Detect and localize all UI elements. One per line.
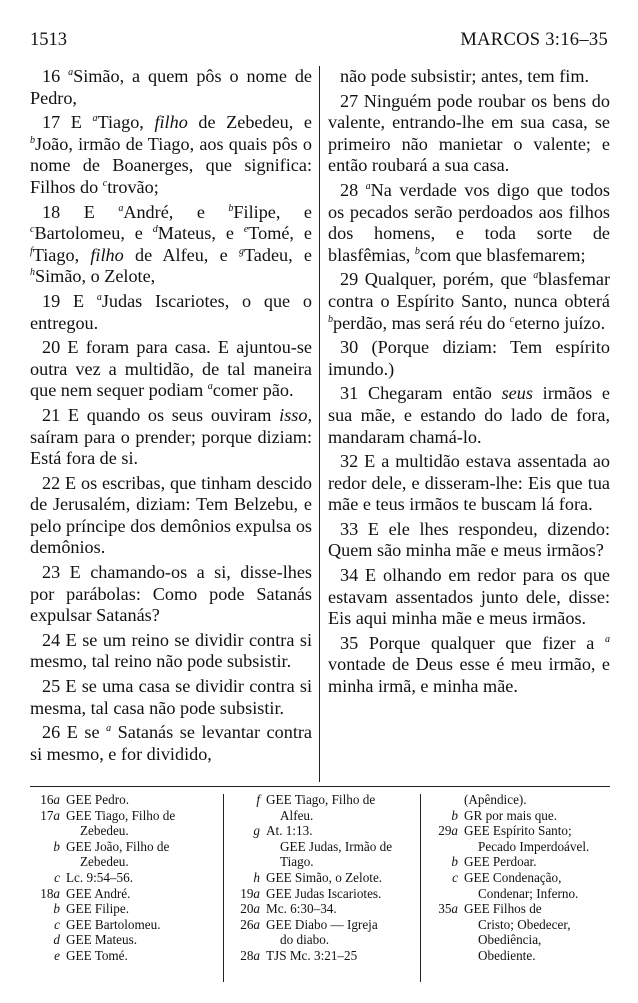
verse-text: 31 Chegaram então xyxy=(340,383,502,404)
footnote-text xyxy=(66,901,215,917)
footnote-ref xyxy=(428,870,464,901)
footnote-line: TJS Mc. 3:21–25 xyxy=(266,947,358,963)
verse-text: 16 xyxy=(42,66,69,86)
footnote-marker: d xyxy=(152,224,158,236)
footnote-line: GEE Perdoar. xyxy=(464,854,537,870)
footnote xyxy=(30,808,215,839)
footnote-line: Obediente. xyxy=(478,947,536,963)
footnote-letter: a xyxy=(53,792,60,807)
footnote-marker: c xyxy=(102,177,108,189)
verse-text: 24 E se um reino se dividir contra si mesmo, tal reino não pode subsistir. xyxy=(30,629,312,672)
verse-text: 30 (Porque diziam: Tem espírito imundo.) xyxy=(328,337,610,379)
verse xyxy=(30,630,312,673)
footnote-letter: c xyxy=(54,916,60,932)
verse-text: Na verdade vos digo que todos os pecados serão perdoados aos filhos dos homens, e toda sorte de blasfêmias, xyxy=(328,179,610,265)
running-head: MARCOS 3:16–35 xyxy=(460,30,608,50)
verse-text: 18 E xyxy=(42,201,119,222)
verse xyxy=(328,565,610,630)
footnote xyxy=(30,901,215,917)
footnote-ref xyxy=(230,886,266,902)
footnote-verse-number: 17 xyxy=(40,807,54,823)
verse-text: Simão, a quem pôs o nome de Pedro, xyxy=(30,66,312,108)
footnote-marker: a xyxy=(605,633,610,645)
footnote-ref xyxy=(30,839,66,870)
verse xyxy=(30,562,312,627)
verse xyxy=(328,519,610,562)
footnote-line: GEE João, Filho de xyxy=(66,838,170,854)
verse xyxy=(328,66,610,88)
footnote-line: GEE Espírito Santo; xyxy=(464,823,572,839)
footnote-line: GEE Filipe. xyxy=(66,901,130,917)
footnote-text xyxy=(266,886,412,902)
footnote-line: GEE Tiago, Filho de xyxy=(66,807,176,823)
footnote xyxy=(30,948,215,964)
left-column xyxy=(30,66,312,768)
footnote-verse-number: 35 xyxy=(438,901,452,917)
footnote xyxy=(230,901,412,917)
verse xyxy=(30,405,312,470)
footnote-letter: a xyxy=(253,947,260,963)
footnote-text xyxy=(266,917,412,948)
verse-text: 19 E xyxy=(42,290,97,311)
footnote-text xyxy=(266,948,412,964)
footnote-ref xyxy=(30,948,66,964)
footnote-text xyxy=(266,901,412,917)
footnote-marker: a xyxy=(533,270,539,282)
footnote-line: GEE Diabo — Igreja xyxy=(266,916,378,932)
footnote-text xyxy=(464,808,610,824)
footnote-marker: a xyxy=(118,202,124,214)
footnote-marker: a xyxy=(68,66,74,78)
right-column xyxy=(328,66,610,701)
footnote-letter: a xyxy=(451,901,458,917)
footnote-text xyxy=(266,870,412,886)
footnote-ref xyxy=(30,808,66,839)
footnote-marker: a xyxy=(106,723,112,735)
footnote-marker: c xyxy=(30,224,35,236)
footnote-line: GEE Condenação, xyxy=(464,869,562,885)
italic-text: filho xyxy=(154,112,188,133)
footnote-line: Zebedeu. xyxy=(80,854,129,870)
footnote-line: Condenar; Inferno. xyxy=(478,885,579,901)
verse xyxy=(30,676,312,719)
footnote-letter: c xyxy=(452,869,458,885)
column-divider xyxy=(319,66,320,782)
verse xyxy=(30,722,312,765)
footnote-letter: e xyxy=(54,947,60,963)
verse xyxy=(30,291,312,334)
footnote-marker: a xyxy=(96,291,102,303)
footnote xyxy=(230,870,412,886)
footnote xyxy=(30,886,215,902)
verse-text: Judas Iscariotes, o que o entregou. xyxy=(30,290,312,333)
footnote-letter: a xyxy=(53,885,60,901)
footnote-ref xyxy=(230,948,266,964)
footnote-ref xyxy=(230,823,266,870)
verse-text: de Zebedeu, e xyxy=(187,112,312,133)
footnote-marker: e xyxy=(243,224,249,236)
footnote-letter: b xyxy=(451,854,458,870)
verse-text: 33 E ele lhes respondeu, dizendo: Quem são minha mãe e meus irmãos? xyxy=(328,518,610,561)
footnote xyxy=(428,823,610,854)
footnote-text xyxy=(66,808,215,839)
footnote xyxy=(30,839,215,870)
footnote-ref xyxy=(30,932,66,948)
footnote-line: Alfeu. xyxy=(280,807,314,823)
footnote-text xyxy=(464,870,610,901)
verse xyxy=(30,473,312,559)
footnote-marker: c xyxy=(509,313,515,325)
verse-text: João, irmão de Tiago, aos quais pôs o nome de Boanerges, que significa: Filhos do xyxy=(30,133,312,197)
footnote-line: GEE Judas, Irmão de xyxy=(280,838,393,854)
page-number: 1513 xyxy=(30,30,67,50)
footnote-ref xyxy=(230,870,266,886)
page-header xyxy=(30,30,608,56)
footnote-line: Zebedeu. xyxy=(80,823,129,839)
verse-text: 28 xyxy=(340,179,366,200)
verse-text: vontade de Deus esse é meu irmão, e minha irmã, e minha mãe. xyxy=(328,654,610,697)
footnote-line: GR por mais que. xyxy=(464,807,558,823)
footnote-text xyxy=(66,870,215,886)
verse-text: 34 E olhando em redor para os que estavam assentados junto dele, disse: Eis aqui minha mãe e meus irmãos. xyxy=(328,565,610,629)
verse-text: 29 Qualquer, porém, que xyxy=(340,269,534,290)
verse-text: não pode subsistir; antes, tem fim. xyxy=(340,66,590,86)
footnote-ref xyxy=(428,792,464,808)
footnote-ref xyxy=(30,886,66,902)
footnote-marker: b xyxy=(414,245,420,257)
footnote-letter: a xyxy=(53,807,60,823)
verse-text: eterno juízo. xyxy=(514,312,606,333)
footnote-line: Pecado Imperdoável. xyxy=(478,838,590,854)
footnote-line: Obediência, xyxy=(478,932,542,948)
footnote-verse-number: 26 xyxy=(240,916,254,932)
footnote-text xyxy=(464,792,610,808)
italic-text: filho xyxy=(90,244,124,265)
footnote-line: GEE Judas Iscariotes. xyxy=(266,885,382,901)
footnote-column-2 xyxy=(230,792,412,964)
verse-text: 26 E se xyxy=(42,722,107,743)
footnote xyxy=(230,823,412,870)
footnote-column-divider xyxy=(420,794,421,982)
verse-text: comer pão. xyxy=(212,380,294,401)
footnote-ref xyxy=(428,808,464,824)
italic-text: seus xyxy=(501,383,533,404)
footnote-marker: b xyxy=(30,134,35,146)
footnote-letter: a xyxy=(253,916,260,932)
footnote xyxy=(428,808,610,824)
footnote-line: Mc. 6:30–34. xyxy=(266,901,337,917)
footnote xyxy=(230,948,412,964)
footnote-marker: a xyxy=(92,113,98,125)
verse-text: Satanás se levantar contra si mesmo, e for dividido, xyxy=(30,722,312,764)
footnote xyxy=(30,932,215,948)
footnote-line: (Apêndice). xyxy=(464,792,527,807)
verse xyxy=(30,202,312,288)
verse-text: Filipe, e xyxy=(233,201,312,222)
footnote-ref xyxy=(30,901,66,917)
verse xyxy=(30,112,312,198)
verse-text: 27 Ninguém pode roubar os bens do valente, entrando-lhe em sua casa, se primeiro não manietar o valente; e então roubará a sua casa. xyxy=(328,90,610,176)
footnote xyxy=(30,792,215,808)
footnote-ref xyxy=(428,854,464,870)
footnote-line: do diabo. xyxy=(280,932,330,948)
verse xyxy=(328,633,610,698)
footnote-letter: a xyxy=(451,823,458,839)
verse-text: perdão, mas será réu do xyxy=(333,312,510,333)
footnote-text xyxy=(66,917,215,933)
verse xyxy=(328,269,610,334)
footnote-marker: b xyxy=(328,313,333,325)
footnote-letter: b xyxy=(451,807,458,823)
footnote-letter: b xyxy=(53,901,60,917)
footnote-line: At. 1:13. xyxy=(266,823,313,839)
footnote-marker: g xyxy=(238,245,244,257)
verse-text: irmãos e sua mãe, e estando do lado de fora, mandaram chamá-lo. xyxy=(328,383,611,447)
footnote-text xyxy=(464,901,610,963)
footnote xyxy=(30,917,215,933)
footnote-text xyxy=(66,792,215,808)
footnote-line: Cristo; Obedecer, xyxy=(478,916,571,932)
footnote xyxy=(428,854,610,870)
footnote-letter: f xyxy=(256,792,260,807)
footnote-line: GEE Mateus. xyxy=(66,932,138,948)
verse-text: 20 E foram para casa. E ajuntou-se outra vez a multidão, de tal maneira que nem sequer podiam xyxy=(30,337,312,401)
footnote-text xyxy=(464,823,610,854)
footnote-ref xyxy=(230,901,266,917)
verse xyxy=(30,337,312,402)
footnote-column-divider xyxy=(223,794,224,982)
footnote-verse-number: 28 xyxy=(240,947,254,963)
verse-text: Tiago, xyxy=(32,244,91,265)
footnote-marker: h xyxy=(30,267,35,279)
footnote-ref xyxy=(428,901,464,963)
verse-text: Tomé, e xyxy=(248,223,312,244)
footnote-column-3 xyxy=(428,792,610,964)
footnote-line: GEE Bartolomeu. xyxy=(66,916,161,932)
italic-text: isso, xyxy=(279,404,312,425)
footnote-letter: d xyxy=(53,932,60,948)
footnote-letter: a xyxy=(253,901,260,917)
verse-text: 32 E a multidão estava assentada ao redor dele, e disseram-lhe: Eis que tua mãe e teus irmãos te buscam lá fora. xyxy=(328,451,610,515)
verse xyxy=(328,451,610,516)
verse-text: 35 Porque qualquer que fizer a xyxy=(340,632,605,653)
footnote-line: GEE André. xyxy=(66,885,131,901)
footnote-ref xyxy=(30,917,66,933)
footnote-marker: b xyxy=(228,202,234,214)
footnote-ref xyxy=(230,917,266,948)
verse-text: 21 E quando os seus ouviram xyxy=(42,404,280,425)
footnote-line: GEE Simão, o Zelote. xyxy=(266,869,383,885)
footnote-text xyxy=(464,854,610,870)
verse-text: Tiago, xyxy=(97,112,155,133)
footnote-verse-number: 19 xyxy=(240,885,254,901)
footnote xyxy=(428,901,610,963)
verse-text: com que blasfemarem; xyxy=(419,244,586,265)
footnote xyxy=(230,792,412,823)
footnote xyxy=(230,917,412,948)
verse-text: Tadeu, e xyxy=(243,244,312,265)
footnote-text xyxy=(66,886,215,902)
footnote-ref xyxy=(428,823,464,854)
verse-text: saíram para o prender; porque diziam: Está fora de si. xyxy=(30,426,312,469)
verse-text: 25 E se uma casa se dividir contra si mesma, tal casa não pode subsistir. xyxy=(30,676,312,718)
verse xyxy=(328,91,610,177)
verse-text: Bartolomeu, e xyxy=(34,223,153,244)
footnote xyxy=(230,886,412,902)
footnote-ref xyxy=(230,792,266,823)
footnote-line: GEE Filhos de xyxy=(464,901,542,917)
footnote-letter: a xyxy=(253,885,260,901)
footnote-text xyxy=(66,932,215,948)
footnote-verse-number: 16 xyxy=(40,792,54,807)
verse-text: de Alfeu, e xyxy=(123,244,239,265)
footnote xyxy=(30,870,215,886)
verse-text: 22 E os escribas, que tinham descido de Jerusalém, diziam: Tem Belzebu, e pelo príncipe dos demônios expulsa os demônios. xyxy=(30,472,312,558)
footnote-verse-number: 29 xyxy=(438,823,452,839)
verse xyxy=(328,180,610,266)
footnote-text xyxy=(266,792,412,823)
footnote-letter: h xyxy=(253,869,260,885)
footnote-marker: a xyxy=(207,381,213,393)
verse xyxy=(30,66,312,109)
verse-text: André, e xyxy=(123,201,229,222)
footnote-text xyxy=(266,823,412,870)
footnote-ref xyxy=(30,870,66,886)
verse-text: 23 E chamando-os a si, disse-lhes por parábolas: Como pode Satanás expulsar Satanás? xyxy=(30,562,312,626)
footnote-column-1 xyxy=(30,792,215,964)
footnote-letter: c xyxy=(54,869,60,885)
verse-text: 17 E xyxy=(42,112,93,133)
footnote-marker: f xyxy=(30,245,33,257)
verse xyxy=(328,337,610,380)
verse-text: trovão; xyxy=(107,176,159,197)
footnote-letter: g xyxy=(253,823,260,839)
footnote-text xyxy=(66,839,215,870)
scripture-text xyxy=(30,66,610,782)
verse-text: Mateus, e xyxy=(157,223,244,244)
verse-text: Simão, o Zelote, xyxy=(35,266,156,287)
footnote-line: GEE Tiago, Filho de xyxy=(266,792,376,807)
footnote-verse-number: 20 xyxy=(240,901,254,917)
footnote-marker: a xyxy=(365,180,371,192)
footnote-letter: b xyxy=(53,838,60,854)
footnote-text xyxy=(66,948,215,964)
footnote xyxy=(428,870,610,901)
footnote-ref xyxy=(30,792,66,808)
verse-text: blasfemar contra o Espírito Santo, nunca obterá xyxy=(328,269,610,311)
footnote xyxy=(428,792,610,808)
footnote-verse-number: 18 xyxy=(40,885,54,901)
footnote-divider xyxy=(30,786,610,787)
verse xyxy=(328,383,610,448)
footnote-line: GEE Pedro. xyxy=(66,792,129,807)
footnote-line: GEE Tomé. xyxy=(66,947,128,963)
footnote-line: Lc. 9:54–56. xyxy=(66,869,134,885)
footnotes xyxy=(30,792,610,992)
footnote-line: Tiago. xyxy=(280,854,314,870)
